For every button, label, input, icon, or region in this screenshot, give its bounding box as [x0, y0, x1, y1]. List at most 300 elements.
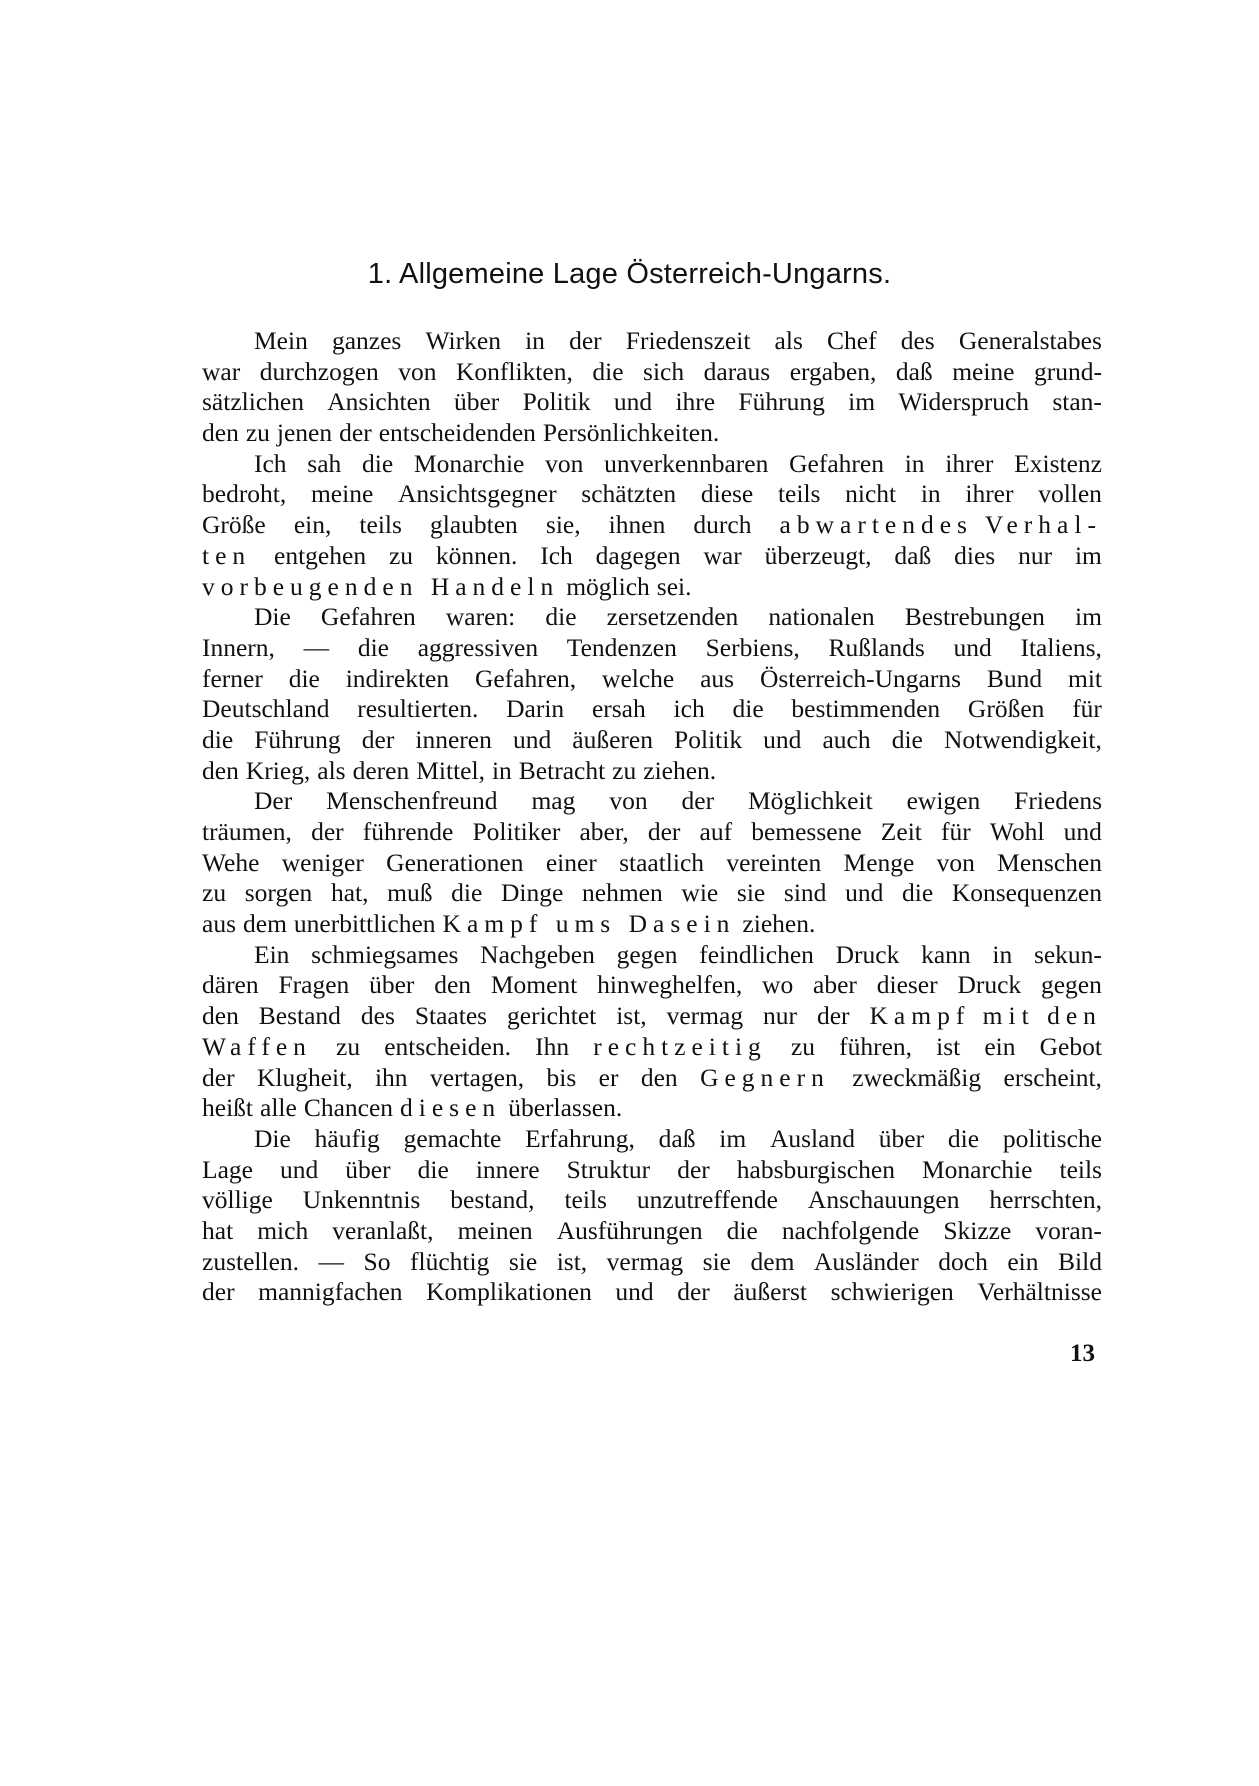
word: meine	[952, 356, 1015, 386]
word: kann	[921, 939, 971, 969]
text-line	[202, 1063, 1102, 1094]
text-line	[202, 1124, 1102, 1155]
word: Gefahren	[320, 602, 416, 632]
text-line	[202, 725, 1102, 756]
word: Fragen	[278, 970, 350, 1000]
text-line	[202, 848, 1102, 879]
word: wie	[681, 878, 719, 908]
word: Innern,	[202, 632, 275, 662]
word: glaubten	[430, 510, 518, 540]
word: gegen	[616, 939, 678, 969]
word: Betracht	[518, 755, 606, 785]
word: So	[363, 1246, 391, 1276]
word: aus	[700, 663, 735, 693]
word: Moment	[490, 970, 578, 1000]
word: über	[369, 970, 415, 1000]
text-line	[202, 541, 1102, 572]
word: die	[417, 1154, 449, 1184]
word: durch	[693, 510, 752, 540]
word: sah	[307, 448, 342, 478]
word: dem	[750, 1246, 795, 1276]
word: mit	[1067, 663, 1102, 693]
word: aus	[202, 909, 236, 939]
word: meinen	[457, 1215, 533, 1245]
word: als	[317, 755, 346, 785]
word: sie,	[545, 510, 581, 540]
word: Unkenntnis	[302, 1185, 421, 1215]
word: auf	[699, 817, 733, 846]
word: entscheiden.	[384, 1031, 511, 1061]
word: und	[512, 724, 552, 754]
word: über	[878, 1123, 925, 1153]
word: führende	[362, 817, 454, 846]
word: des	[360, 1001, 395, 1031]
word: herrschten,	[989, 1185, 1102, 1215]
text-line	[202, 1093, 1102, 1124]
word: Erfahrung,	[525, 1123, 635, 1153]
word: sorgen	[244, 878, 313, 908]
word: zu	[202, 878, 227, 908]
spaced-emphasis: Kampf mit den	[869, 1001, 1102, 1031]
word: völlige	[202, 1185, 273, 1215]
word: in	[491, 755, 512, 785]
text-line	[202, 1277, 1102, 1308]
word: Mittel,	[416, 755, 485, 785]
spaced-emphasis: Kampf ums Dasein	[442, 909, 736, 939]
word: daß	[895, 356, 933, 386]
text-line	[202, 602, 1102, 633]
word: für	[941, 817, 971, 846]
word: entscheidenden	[378, 418, 536, 448]
word: von	[609, 786, 648, 816]
word: gegen	[1040, 970, 1102, 1000]
word: weniger	[281, 847, 364, 877]
word: daraus	[703, 356, 771, 386]
word: Verhältnisse	[977, 1277, 1102, 1307]
text-line	[202, 756, 1102, 787]
word: teils	[1059, 1154, 1102, 1184]
word: sekun-	[1033, 939, 1102, 969]
word: bestimmenden	[791, 694, 941, 724]
word: Friedenszeit	[625, 326, 751, 355]
word: sie	[508, 1246, 538, 1276]
text-line	[202, 449, 1102, 480]
word: vollen	[1038, 479, 1102, 509]
word: Ich	[540, 540, 573, 570]
word: der	[202, 1277, 235, 1307]
word: stan-	[1052, 387, 1102, 417]
word: Der	[254, 786, 293, 816]
word: den	[434, 970, 472, 1000]
word: in	[904, 448, 925, 478]
word: Tendenzen	[566, 632, 677, 662]
word: ihnen	[608, 510, 666, 540]
text-line	[202, 510, 1102, 541]
word: und	[953, 632, 992, 662]
word: von	[936, 847, 975, 877]
word: Österreich-Ungarns	[759, 663, 962, 693]
word: der	[677, 1154, 710, 1184]
word: die	[891, 724, 923, 754]
word: Ansichtsgegner	[397, 479, 557, 509]
text-line	[202, 817, 1102, 848]
word: sich	[643, 356, 685, 386]
word: —	[318, 1246, 345, 1276]
word: der	[816, 1001, 850, 1031]
word: jenen	[276, 418, 333, 448]
word: in	[920, 479, 941, 509]
word: mag	[531, 786, 576, 816]
word: zu	[612, 755, 637, 785]
word: Anschauungen	[807, 1185, 960, 1215]
word: zustellen.	[202, 1246, 300, 1276]
word: und	[613, 387, 653, 417]
word: Ansichten	[327, 387, 431, 417]
word: veranlaßt,	[332, 1215, 434, 1245]
word: Bestand	[258, 1001, 341, 1031]
spaced-emphasis: abwartendes Verhal-	[779, 510, 1102, 540]
text-line	[202, 1032, 1102, 1063]
word: teils	[359, 510, 402, 540]
word: zu	[245, 418, 270, 448]
spaced-emphasis: ten	[202, 540, 252, 570]
word: die	[288, 663, 320, 693]
body-text	[202, 326, 1102, 1308]
word: und	[615, 1277, 654, 1307]
word: ist,	[556, 1246, 588, 1276]
word: ich	[673, 694, 705, 724]
word: war	[202, 356, 241, 386]
word: im	[1074, 540, 1102, 570]
word: ziehen.	[643, 755, 717, 785]
word: Klugheit,	[256, 1062, 353, 1092]
word: Druck	[835, 939, 900, 969]
word: Bestrebungen	[904, 602, 1045, 632]
word: voran-	[1035, 1215, 1102, 1245]
text-line	[202, 1185, 1102, 1216]
word: teils	[564, 1185, 607, 1215]
word: die	[357, 632, 389, 662]
word: und	[280, 1154, 319, 1184]
word: Krieg,	[245, 755, 311, 785]
word: zweckmäßig	[852, 1062, 982, 1092]
word: hat	[202, 1215, 234, 1245]
word: ist,	[616, 1001, 647, 1031]
word: —	[303, 632, 330, 662]
word: ersah	[591, 694, 646, 724]
word: Ausführungen	[556, 1215, 703, 1245]
word: teils	[777, 479, 821, 509]
text-line	[202, 1001, 1102, 1032]
word: über	[345, 1154, 391, 1184]
word: unzutreffende	[636, 1185, 778, 1215]
word: die	[202, 724, 234, 754]
word: muß	[387, 878, 433, 908]
word: sind	[783, 878, 827, 908]
word: der	[361, 724, 395, 754]
word: Bild	[1058, 1246, 1102, 1276]
word: Komplikationen	[426, 1277, 592, 1307]
word: Wohl	[989, 817, 1045, 846]
word: Größen	[967, 694, 1045, 724]
word: träumen,	[202, 817, 292, 846]
word: diese	[700, 479, 754, 509]
text-line	[202, 970, 1102, 1001]
word: unverkennbaren	[604, 448, 769, 478]
word: mannigfachen	[258, 1277, 403, 1307]
word: schätzten	[581, 479, 677, 509]
word: schmiegsames	[311, 939, 459, 969]
word: zersetzenden	[606, 602, 739, 632]
text-line	[202, 878, 1102, 909]
word: Lage	[202, 1154, 253, 1184]
word: nicht	[845, 479, 897, 509]
word: ziehen.	[742, 909, 816, 939]
word: im	[848, 387, 876, 417]
word: äußerst	[733, 1277, 807, 1307]
word: Notwendigkeit,	[943, 724, 1102, 754]
word: wo	[762, 970, 794, 1000]
word: die	[947, 1123, 980, 1153]
word: Bund	[986, 663, 1043, 693]
text-line	[202, 357, 1102, 388]
word: als	[774, 326, 803, 355]
word: Konsequenzen	[951, 878, 1102, 908]
spaced-emphasis: Waffen	[202, 1031, 312, 1061]
word: können.	[435, 540, 518, 570]
word: habsburgischen	[736, 1154, 895, 1184]
word: nur	[763, 1001, 798, 1031]
word: bemessene	[751, 817, 862, 846]
word: hinweghelfen,	[597, 970, 743, 1000]
word: Struktur	[566, 1154, 651, 1184]
word: nationalen	[768, 602, 875, 632]
word: Widerspruch	[898, 387, 1030, 417]
word: feindlichen	[699, 939, 814, 969]
word: aber	[813, 970, 857, 1000]
text-line	[202, 572, 1102, 603]
word: in	[525, 326, 545, 355]
word: bestand,	[450, 1185, 535, 1215]
word: der	[681, 786, 715, 816]
word: Chancen	[303, 1093, 394, 1123]
text-line	[202, 387, 1102, 418]
word: staatlich	[619, 847, 705, 877]
word: gerichtet	[507, 1001, 597, 1031]
word: dem	[243, 909, 287, 939]
word: sie	[702, 1246, 731, 1276]
word: ein,	[293, 510, 332, 540]
word: über	[453, 387, 500, 417]
word: ganzes	[331, 326, 402, 355]
text-line	[202, 1155, 1102, 1186]
word: vertagen,	[429, 1062, 525, 1092]
word: die	[592, 356, 624, 386]
word: er	[598, 1062, 619, 1092]
word: Gefahren,	[474, 663, 577, 693]
word: Konflikten,	[455, 356, 573, 386]
word: die	[545, 602, 577, 632]
word: deren	[352, 755, 410, 785]
word: vermag	[666, 1001, 744, 1031]
word: durchzogen	[259, 356, 379, 386]
word: den	[202, 418, 239, 448]
word: im	[1075, 602, 1102, 632]
word: aggressiven	[417, 632, 539, 662]
page-number: 13	[1070, 1340, 1095, 1367]
text-line	[202, 1216, 1102, 1247]
chapter-title: 1. Allgemeine Lage Österreich-Ungarns.	[367, 258, 892, 290]
word: ferner	[202, 663, 263, 693]
word: Menschenfreund	[326, 786, 498, 816]
word: Serbiens,	[705, 632, 800, 662]
word: der	[677, 1277, 710, 1307]
text-line	[202, 479, 1102, 510]
word: zu	[388, 540, 414, 570]
word: erscheint,	[1003, 1062, 1102, 1092]
word: bedroht,	[202, 479, 287, 509]
text-line	[202, 633, 1102, 664]
word: alle	[260, 1093, 297, 1123]
word: politische	[1002, 1123, 1102, 1153]
word: dären	[202, 970, 259, 1000]
word: Skizze	[943, 1215, 1012, 1245]
word: Mein	[254, 326, 308, 355]
word: die	[451, 878, 483, 908]
word: schwierigen	[830, 1277, 954, 1307]
text-line	[202, 694, 1102, 725]
word: nachfolgende	[781, 1215, 920, 1245]
word: Wehe	[202, 847, 260, 877]
word: daß	[894, 540, 932, 570]
word: Nachgeben	[480, 939, 595, 969]
text-line	[202, 940, 1102, 971]
word: unerbittlichen	[293, 909, 436, 939]
word: resultierten.	[357, 694, 479, 724]
word: inneren	[415, 724, 492, 754]
word: heißt	[202, 1093, 253, 1123]
word: vermag	[606, 1246, 684, 1276]
word: Ihn	[535, 1031, 570, 1061]
word: Deutschland	[202, 694, 330, 724]
word: gemachte	[403, 1123, 502, 1153]
word: Rußlands	[828, 632, 925, 662]
word: ihre	[675, 387, 716, 417]
word: Menschen	[997, 847, 1102, 877]
word: Generationen	[386, 847, 524, 877]
spaced-emphasis: rechtzeitig	[593, 1031, 767, 1061]
text-line	[202, 418, 1102, 449]
word: äußeren	[572, 724, 653, 754]
word: sätzlichen	[202, 387, 304, 417]
word: möglich	[566, 571, 650, 601]
word: ein	[984, 1031, 1016, 1061]
word: ein	[1007, 1246, 1039, 1276]
word: Größe	[202, 510, 266, 540]
word: der	[339, 418, 372, 448]
word: Ausland	[769, 1123, 855, 1153]
word: ihrer	[945, 448, 994, 478]
word: aber,	[579, 817, 629, 846]
word: dagegen	[595, 540, 681, 570]
word: den	[202, 1001, 239, 1031]
word: bis	[546, 1062, 577, 1092]
word: überzeugt,	[764, 540, 872, 570]
word: Gebot	[1039, 1031, 1102, 1061]
word: von	[398, 356, 437, 386]
word: Existenz	[1014, 448, 1102, 478]
word: Führung	[254, 724, 341, 754]
spaced-emphasis: vorbeugenden Handeln	[202, 571, 560, 601]
word: indirekten	[345, 663, 450, 693]
word: entgehen	[274, 540, 367, 570]
word: der	[569, 326, 602, 355]
word: für	[1072, 694, 1102, 724]
word: in	[992, 939, 1013, 969]
word: des	[900, 326, 935, 355]
word: dieser	[876, 970, 938, 1000]
word: sie	[736, 878, 766, 908]
word: Zeit	[880, 817, 922, 846]
word: Die	[254, 1123, 291, 1153]
word: war	[703, 540, 742, 570]
word: Darin	[506, 694, 565, 724]
text-line	[202, 326, 1102, 357]
word: Politik	[674, 724, 743, 754]
word: die	[362, 448, 394, 478]
word: einer	[545, 847, 597, 877]
word: meine	[310, 479, 374, 509]
word: zu	[790, 1031, 815, 1061]
word: der	[311, 817, 344, 846]
word: und	[1063, 817, 1102, 846]
word: Generalstabes	[958, 326, 1102, 355]
word: Italiens,	[1020, 632, 1102, 662]
word: sei.	[656, 571, 692, 601]
word: mich	[257, 1215, 309, 1245]
word: Persönlichkeiten.	[542, 418, 720, 448]
word: Politiker	[472, 817, 561, 846]
word: den	[640, 1062, 678, 1092]
word: Politik	[522, 387, 591, 417]
spaced-emphasis: diesen	[400, 1093, 502, 1123]
word: Chef	[827, 326, 877, 355]
word: nur	[1018, 540, 1053, 570]
spaced-emphasis: Gegnern	[700, 1062, 830, 1092]
word: und	[763, 724, 802, 754]
word: den	[202, 755, 239, 785]
word: hat,	[330, 878, 369, 908]
word: Ich	[254, 448, 287, 478]
word: ergaben,	[789, 356, 877, 386]
word: doch	[938, 1246, 988, 1276]
word: Ein	[254, 939, 290, 969]
text-line	[202, 664, 1102, 695]
word: Dinge	[501, 878, 564, 908]
word: flüchtig	[410, 1246, 490, 1276]
word: ihn	[374, 1062, 408, 1092]
word: Druck	[957, 970, 1022, 1000]
word: Führung	[738, 387, 825, 417]
word: die	[726, 1215, 758, 1245]
word: Monarchie	[921, 1154, 1033, 1184]
word: nehmen	[582, 878, 663, 908]
word: innere	[475, 1154, 540, 1184]
word: Wirken	[425, 326, 501, 355]
word: Ausländer	[813, 1246, 919, 1276]
word: von	[545, 448, 584, 478]
word: auch	[822, 724, 871, 754]
